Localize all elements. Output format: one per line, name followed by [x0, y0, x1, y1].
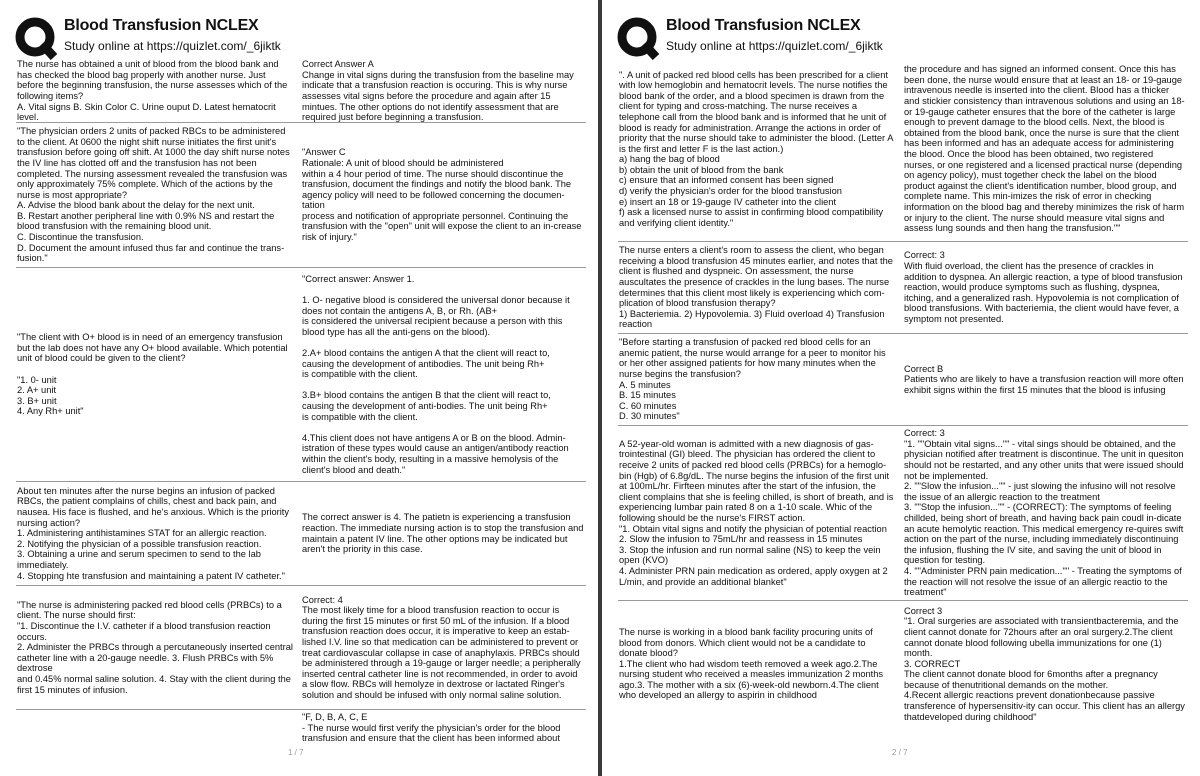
card-definition: Correct Answer A Change in vital signs during the transfusion from the baseline may indicate that a transfusion reaction is occuring. This is why nurse assesses vital signs before the procedure and again after 15 mintues. The other options do not identify assessment that are required just before beginning a transfusion.	[302, 59, 574, 123]
study-link[interactable]: Study online at https://quizlet.com/_6jiktk	[64, 39, 281, 53]
table-row	[16, 123, 586, 268]
table-row	[16, 268, 586, 482]
table-row	[618, 334, 1188, 426]
document-title: Blood Transfusion NCLEX	[666, 17, 861, 34]
card-definition: Correct: 3 "1. ""Obtain vital signs..."" - vital sings should be obtained, and the physician notified after treatment is discontinue. The unit in quesiton should not be restarted, and any other units that were issued should not be implemented. 2. ""Slow the infusion..."" - just slowing the infusino will not resolve the issue of an allergic reaction to the treatment 3. ""Stop the infusion..."" - (CORRECT): The symptoms of feeling chillded, being short of breath, and having back pain coudl in-dicate an acute hemolytic reaction. This medical emergency re-quires swift action on the part of the nurse, including immediately discontinuing the infusion, flushing the IV site, and saving the unit of blood in question for testing. 4. ""Administer PRN pain medication..."" - Treating the symptoms of the reaction will not resolve the issue of an allergic reactio to the treatment"	[904, 428, 1184, 598]
card-definition: The correct answer is 4. The patietn is experiencing a transfusion reaction. The immediate nursing action is to stop the transfusion and maintain a patent IV line. The other options may be indicated but aren't the priority in this case.	[302, 512, 584, 555]
table-row	[16, 586, 586, 710]
page-number: 2 / 7	[892, 748, 908, 757]
card-term: The nurse enters a client's room to assess the client, who began receiving a blood transfusion 45 minutes earlier, and notes that the client is flushed and dyspneic. On assessment, the nurse auscultates the presence of crackles in the lung bases. The nurse determines that this client most likely is experiencing which com-plication of blood transfusion therapy? 1) Bacteriemia. 2) Hypovolemia. 3) Fluid overload 4) Transfusion reaction	[619, 245, 893, 330]
flashcard-table	[16, 60, 586, 744]
card-term: The nurse has obtained a unit of blood from the blood bank and has checked the blood bag properly with another nurse. Just before the beginning transfusion, the nurse assesses which of the following items? A. Vital signs B. Skin Color C. Urine ouput D. Latest hematocrit level.	[17, 59, 288, 123]
table-row	[16, 60, 586, 123]
card-term: About ten minutes after the nurse begins an infusion of packed RBCs, the patient complains of chills, chest and back pain, and nausea. His face is flushed, and he's anxious. Which is the priority nursing action? 1. Administering antihistamines STAT for an allergic reaction. 2. Notifying the physician of a possible transfusion reaction. 3. Obtaining a urine and serum specimen to send to the lab immediately. 4. Stopping hte transfusion and maintaining a patent IV catheter."	[17, 485, 290, 581]
page-number: 1 / 7	[288, 748, 304, 757]
table-row	[618, 601, 1188, 727]
card-term: ". A unit of packed red blood cells has been prescribed for a client with low hemoglobin and hematocrit levels. The nurse notifies the blood bank of the order, and a blood specimen is drawn from the client for typing and cross-matching. The nurse receives a telephone call from the blood bank and is informed that he unit of blood is ready for administration. Arrange the actions in order of priority that the nurse should take to administer the blood. (Letter A is the first and letter F is the last action.) a) hang the bag of blood b) obtain the unit of blood from the bank c) ensure that an informed consent has been signed d) verify the physician's order for the blood transfusion e) insert an 18 or 19-gauge IV catheter into the client f) ask a licensed nurse to assist in confirming blood compatibility and verifying client identity."	[619, 69, 893, 228]
document-page-2	[602, 0, 1200, 776]
card-term: "The physician orders 2 units of packed RBCs to be administered to the client. At 0600 the night shift nurse initiates the first unit's transfusion before going off shift. At 1000 the day shift nurse notes the IV line has clotted off and the transfusion has not been completed. The nursing assessment revealed the transfusion was only approximately 75% complete. Which of the actions by the nurse is most appropriate? A. Advise the blood bank about the delay for the next unit. B. Restart another peripheral line with 0.9% NS and restart the blood transfusion with the remaining blood unit. C. Discontinue the transfusion. D. Document the amount infused thus far and continue the trans-fusion."	[17, 126, 290, 264]
card-definition: Correct: 3 With fluid overload, the client has the presence of crackles in addition to dyspnea. An allergic reaction, a type of blood transfusion reaction, would produce symptoms such as flushing, dyspnea, itching, and a generalized rash. Hypovolemia is not complication of blood transfusions. With bacteriemia, the client would have fever, a symptom not presented.	[904, 250, 1183, 324]
card-definition: "Correct answer: Answer 1. 1. O- negative blood is considered the universal donor because it does not contain the antigens A, B, or Rh. (AB+ is considered the universal recipient because a person with this blood type has all the anti-gens on the blood). 2.A+ blood contains the antigen A that the client will react to, causing the development of antibodies. The unit being Rh+ is compatible with the client. 3.B+ blood contains the antigen B that the client will react to, causing the development of anti-bodies. The unit being Rh+ is compatible with the client. 4.This client does not have antigens A or B on the blood. Admin-istration of these types would cause an antigen/antibody reaction within the client's body, resulting in a massive hemolysis of the client's blood and death."	[302, 273, 570, 475]
table-row	[618, 242, 1188, 334]
card-term: The nurse is working in a blood bank facility procuring units of blood from donors. Which client would not be a candidate to donate blood? 1.The client who had wisdom teeth removed a week ago.2.The nursing student who received a measles immunization 2 months ago.3. The mother with a six (6)-week-old newborn.4.The client who developed an allergy to aspirin in childhood	[619, 626, 884, 701]
card-definition: Correct B Patients who are likely to have a transfusion reaction will more often exhibit signs within the first 15 minutes that the blood is infusing	[904, 363, 1184, 395]
flashcard-table	[618, 57, 1188, 727]
table-row	[618, 57, 1188, 242]
card-definition: the procedure and has signed an informed consent. Once this has been done, the nurse would ensure that at least an 18- or 19-gauge intravenous needle is inserted into the client. Blood has a thicker and stickier consistency than intravenous solutions and using an 18- or 19-gauge catheter ensures that the bore of the catheter is large enough to prevent damage to the blood cells. Next, the blood is obtained from the blood bank, once the nurse is sure that the client has been informed and has an adequate access for administering the blood. Once the blood has been obtained, two registered nurses, or one registered and a licensed practical nurse (depending on agency policy), must together check the label on the blood product against the client's identification number, blood group, and complete name. This min-imizes the risk of error in checking information on the blood bag and thereby minimizes the risk of harm or injury to the client. The nurse should measure vital signs and assess lung sounds and then hang the transfusion.""	[904, 64, 1185, 234]
quizlet-logo-icon	[616, 16, 660, 60]
document-page-1	[0, 0, 598, 776]
card-term: "Before starting a transfusion of packed red blood cells for an anemic patient, the nurse would arrange for a peer to monitor his or her other assigned patients for how many minutes when the nurse begins the transfusion? A. 5 minutes B. 15 minutes C. 60 minutes D. 30 minutes"	[619, 337, 886, 422]
card-definition: "Answer C Rationale: A unit of blood should be administered within a 4 hour period of time. The nurse should discontinue the transfusion, document the findings and notify the blood bank. The agency policy will need to be followed concerning the documen-tation process and notification of appropriate personnel. Continuing the transfusion with the "open" unit will expose the client to an in-crease risk of injury."	[302, 147, 582, 243]
document-title: Blood Transfusion NCLEX	[64, 17, 259, 34]
card-definition: Correct 3 "1. Oral surgeries are associated with transientbacteremia, and the client cannot donate for 72hours after an oral surgery.2.The client cannot donate blood following ubella immunizations for one (1) month. 3. CORRECT The client cannot donate blood for 6months after a pregnancy because of thenutritional demands on the mother. 4.Recent allergic reactions prevent donationbecause passive transference of hypersensitiv-ity can occur. This client has an allergy thatdeveloped during childhood"	[904, 605, 1185, 722]
study-link[interactable]: Study online at https://quizlet.com/_6jiktk	[666, 39, 883, 53]
table-row	[16, 482, 586, 586]
table-row	[618, 426, 1188, 601]
card-term: A 52-year-old woman is admitted with a new diagnosis of gas-trointestinal (GI) bleed. The physician has ordered the client to receive 2 units of packed red blood cells (PRBCs) for a hemoglo-bin (Hgb) of 6.8g/dL. The nurse begins the infusion of the first unit at 100mL/hr. Firfteen minutes after the start of the infusion, the client complains that she is feeling chilled, is short of breath, and is experiencing lumbar pain rated 8 on a 1-10 scale. Whic of the following should be the nurse's FIRST action. "1. Obtain vital signs and notify the physician of potential reaction 2. Slow the infusion to 75mL/hr and reassess in 15 minutes 3. Stop the infusion and run normal saline (NS) to keep the vein open (KVO) 4. Administer PRN pain medication as ordered, apply oxygen at 2 L/min, and provide an additional blanket"	[619, 438, 894, 587]
card-definition: Correct: 4 The most likely time for a blood transfusion reaction to occur is during the first 15 minutes or first 50 mL of the infusion. If a blood transfusion reaction does occur, it is imperative to keep an estab-lished I.V. line so that medication can be administered to prevent or treat cardiovascular collapse in case of anaphylaxis. PRBCs should be administered through a 19-gauge or larger needle; a peripherally inserted central catheter line is not recommended, in order to avoid a slow flow. RBCs will hemolyze in dextrose or lactated Ringer's solution and should be infused with only normal saline solution.	[302, 594, 581, 700]
page-header	[616, 14, 1186, 60]
table-row	[16, 710, 586, 744]
card-term: "The client with O+ blood is in need of an emergency transfusion but the lab does not have any O+ blood available. Which potential unit of blood could be given to the client? "1. 0- unit 2. A+ unit 3. B+ unit 4. Any Rh+ unit"	[17, 332, 288, 417]
card-definition: "F, D, B, A, C, E - The nurse would first verify the physician's order for the blood transfusion and ensure that the client has been informed about	[302, 712, 561, 744]
quizlet-logo-icon	[14, 16, 58, 60]
card-term: "The nurse is administering packed red blood cells (PRBCs) to a client. The nurse should first: "1. Discontinue the I.V. catheter if a blood transfusion reaction occurs. 2. Administer the PRBCs through a percutaneously inserted central catheter line with a 20-gauge needle. 3. Flush PRBCs with 5% dextrose and 0.45% normal saline solution. 4. Stay with the client during the first 15 minutes of infusion.	[17, 599, 293, 695]
page-header	[14, 14, 584, 60]
